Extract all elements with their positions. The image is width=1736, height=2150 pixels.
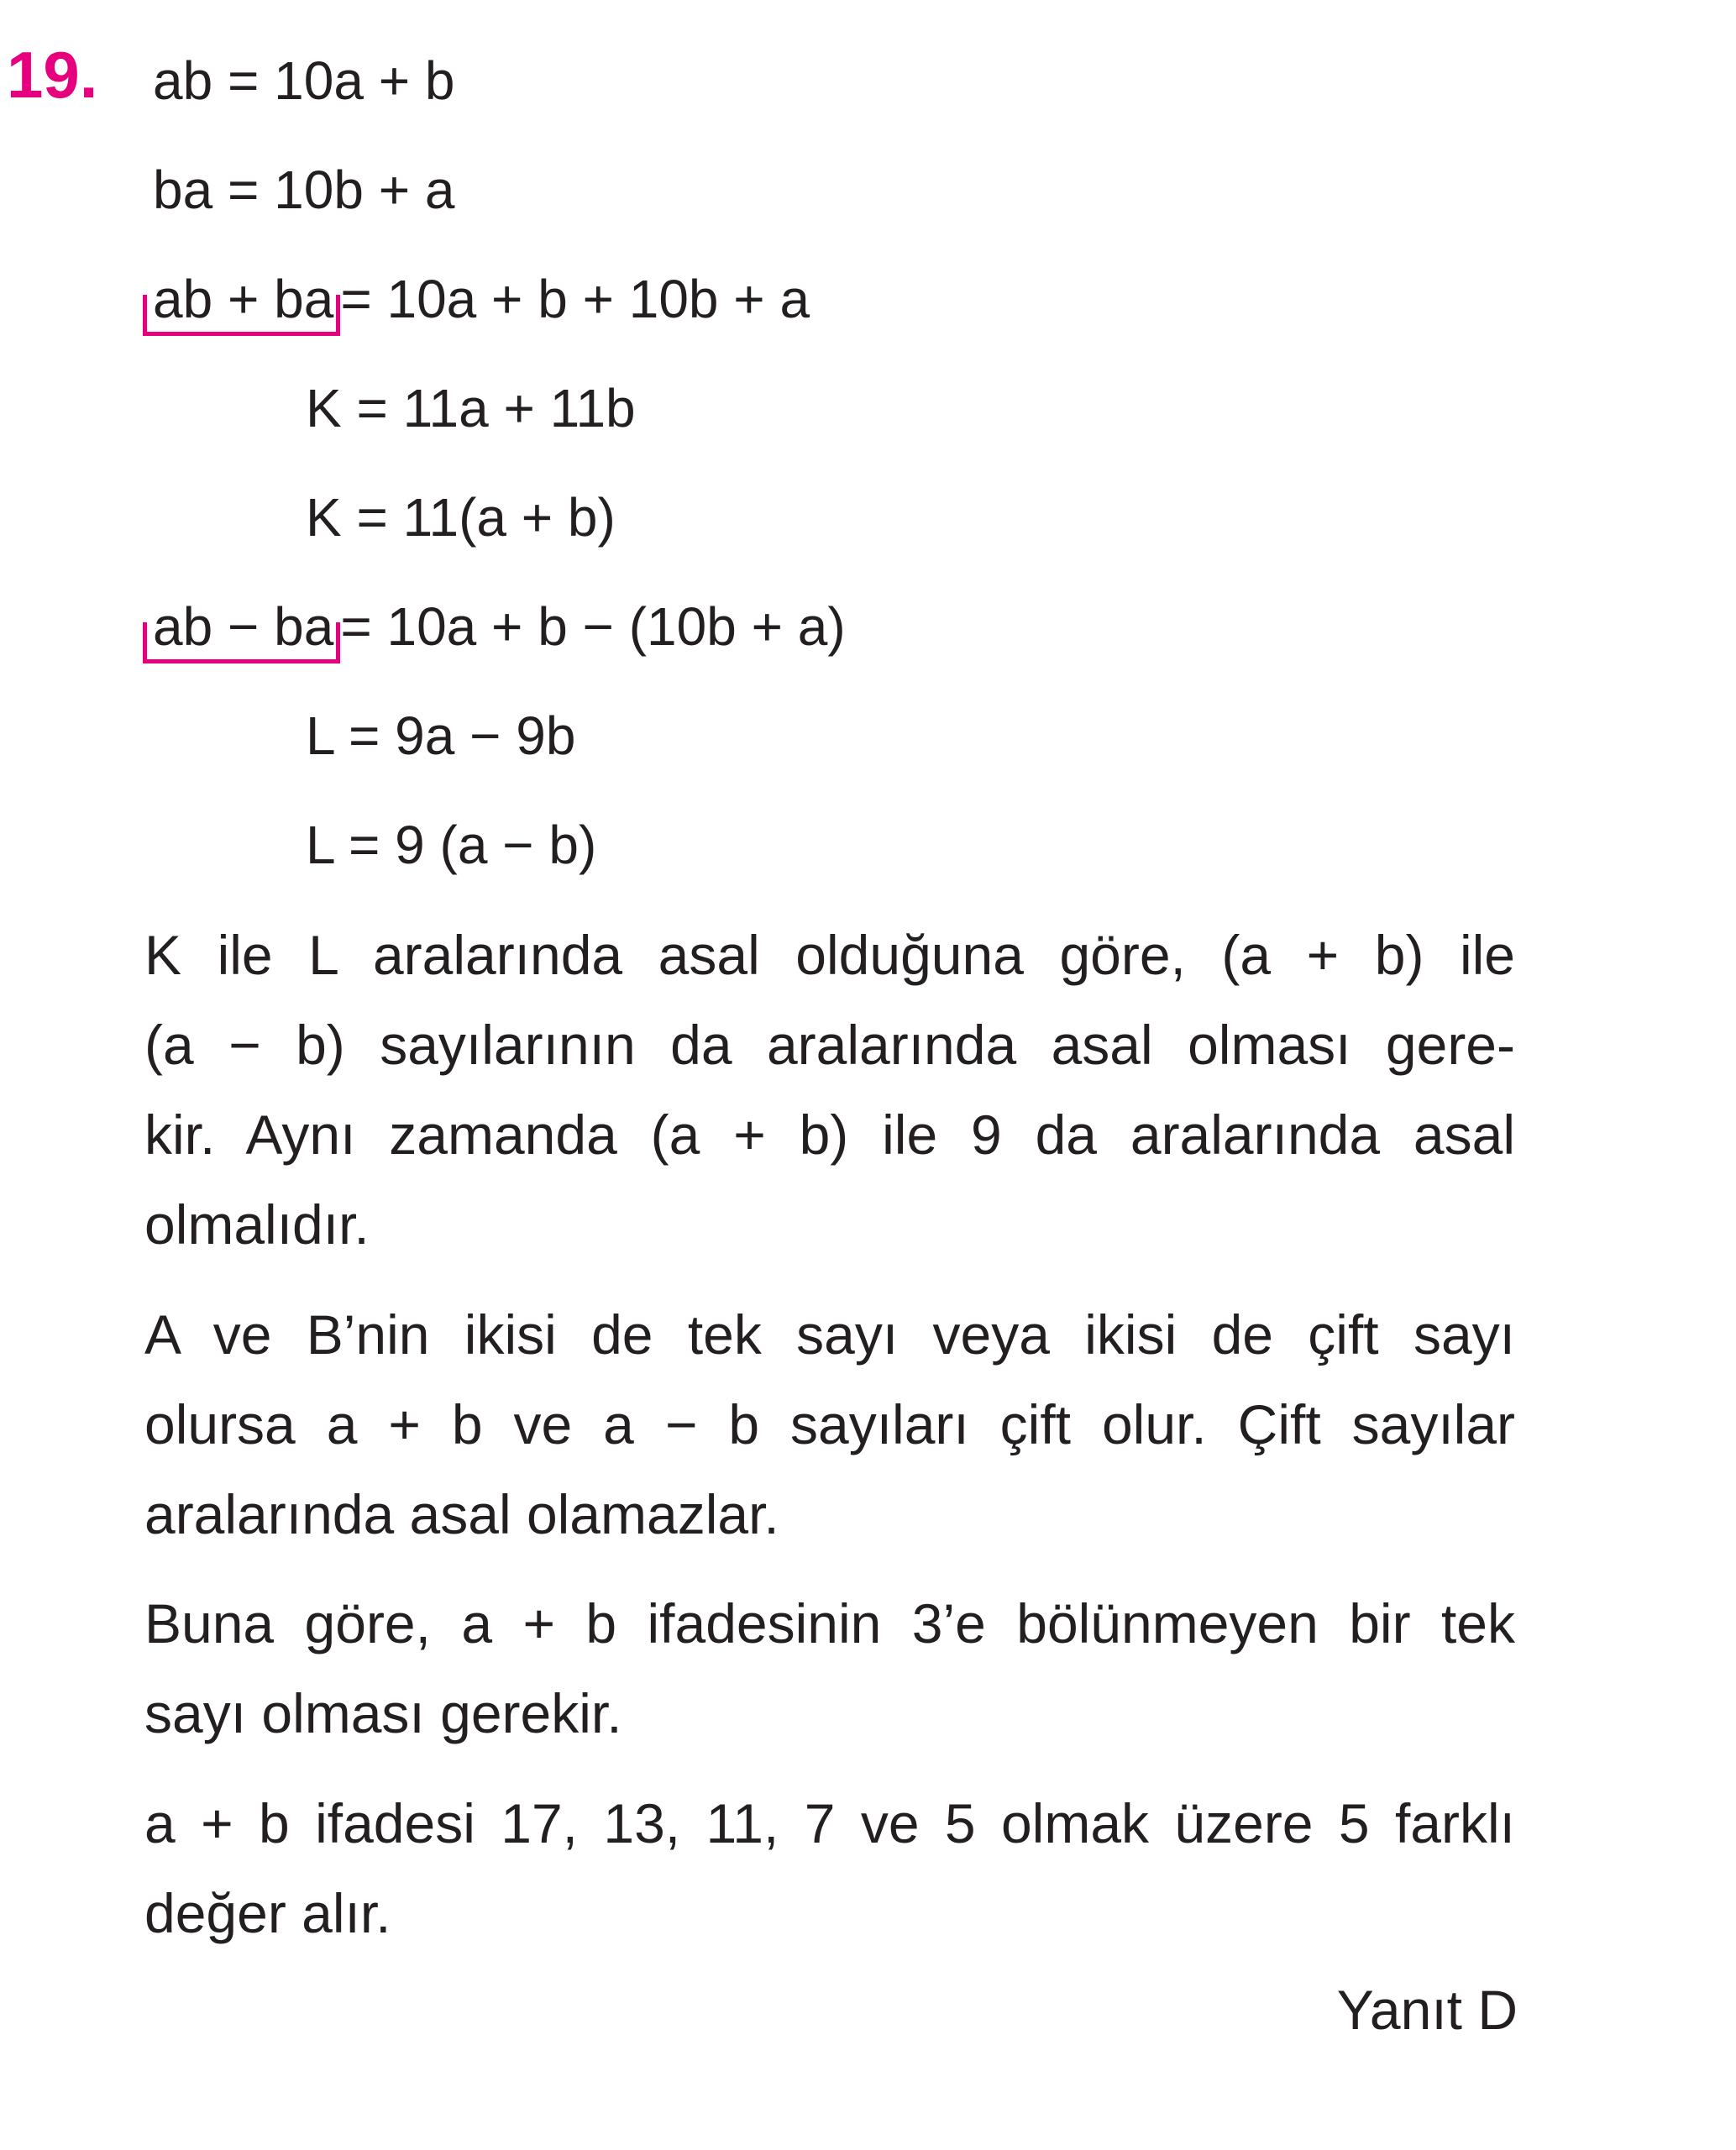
equation-sum-rest: = 10a + b + 10b + a	[340, 269, 810, 329]
text-line: a + b ifadesi 17, 13, 11, 7 ve 5 olmak üzere 5 farklı	[144, 1792, 1515, 1854]
text-line: olmalıdır.	[144, 1193, 370, 1256]
equation-difference-rest: = 10a + b − (10b + a)	[340, 596, 846, 657]
equation-ba: ba = 10b + a	[153, 160, 455, 220]
equation-ab: ab = 10a + b	[153, 50, 455, 111]
boxed-sum: ab + ba	[143, 272, 340, 326]
text-line: sayı olması gerekir.	[144, 1682, 622, 1744]
equation-sum	[143, 269, 810, 329]
text-line: (a − b) sayılarının da aralarında asal olması gere-	[144, 1014, 1515, 1076]
equation-difference	[143, 596, 846, 657]
paragraph-values	[144, 1779, 1515, 1959]
text-line: aralarında asal olamazlar.	[144, 1483, 779, 1545]
equation-k-expanded: K = 11a + 11b	[306, 378, 636, 438]
text-line: değer alır.	[144, 1882, 391, 1944]
text-line: A ve B’nin ikisi de tek sayı veya ikisi de çift sayı	[144, 1303, 1515, 1366]
text-line: kir. Aynı zamanda (a + b) ile 9 da aralarında asal	[144, 1104, 1515, 1166]
paragraph-parity	[144, 1290, 1515, 1560]
equation-k-factored: K = 11(a + b)	[306, 487, 616, 548]
problem-number: 19.	[7, 38, 98, 112]
equation-l-expanded: L = 9a − 9b	[306, 705, 576, 766]
equation-l-factored: L = 9 (a − b)	[306, 815, 597, 875]
text-line: olursa a + b ve a − b sayıları çift olur. Çift sayılar	[144, 1393, 1515, 1455]
paragraph-coprime	[144, 910, 1515, 1270]
answer-label: Yanıt D	[1336, 1979, 1518, 2041]
boxed-difference: ab − ba	[143, 600, 340, 653]
text-line: K ile L aralarında asal olduğuna göre, (a + b) ile	[144, 924, 1515, 986]
paragraph-condition	[144, 1579, 1515, 1759]
text-line: Buna göre, a + b ifadesinin 3’e bölünmeyen bir tek	[144, 1592, 1515, 1654]
